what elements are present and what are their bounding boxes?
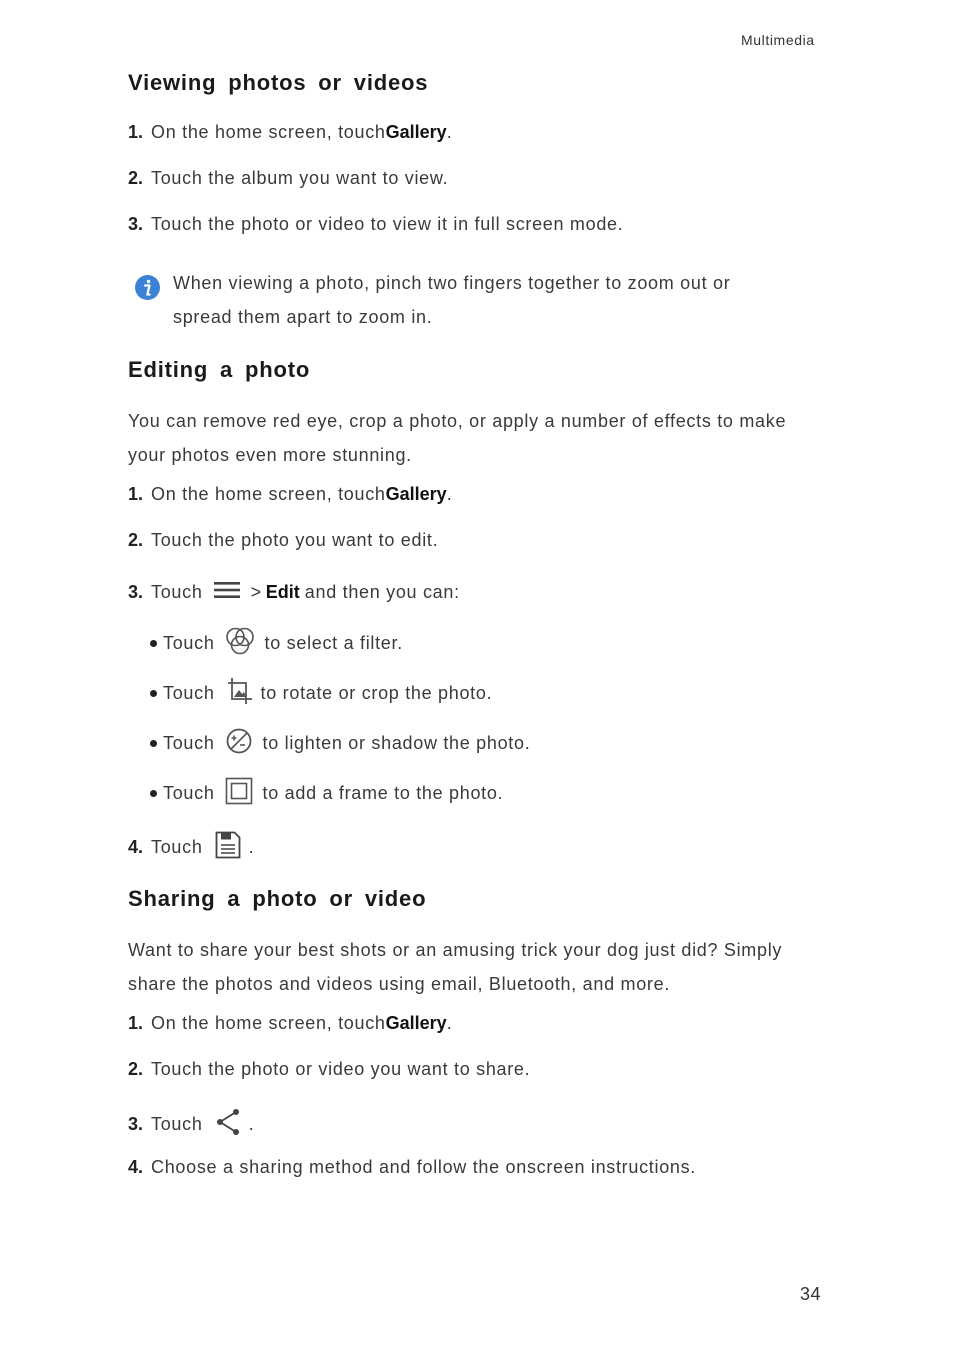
step-text-end: . — [446, 1013, 453, 1033]
step-number: 1. — [128, 122, 144, 142]
step-text-end: . — [248, 1114, 255, 1134]
editing-step-1 — [128, 484, 452, 505]
editing-intro-line-1: You can remove red eye, crop a photo, or apply a number of effects to make — [128, 411, 787, 431]
note-line-2: spread them apart to zoom in. — [173, 307, 433, 327]
separator: > — [250, 582, 262, 602]
bullet-exposure — [150, 727, 530, 760]
step-text: Touch — [151, 582, 203, 602]
bullet-dot — [150, 740, 157, 747]
editing-step-2 — [128, 530, 438, 551]
heading-sharing: Sharing a photo or video — [128, 886, 427, 911]
step-text: On the home screen, touch — [151, 1013, 386, 1033]
filter-icon — [225, 627, 255, 660]
step-text: Touch — [151, 837, 203, 857]
step-text-end: and then you can: — [304, 582, 460, 602]
step-text-end: . — [446, 484, 453, 504]
bullet-dot — [150, 690, 157, 697]
bullet-text: Touch — [163, 733, 215, 753]
step-text: Touch the album you want to view. — [151, 168, 449, 188]
sharing-intro-line-1: Want to share your best shots or an amusing trick your dog just did? Simply — [128, 940, 783, 960]
sharing-step-4 — [128, 1157, 696, 1178]
gallery-label: Gallery — [385, 484, 447, 504]
gallery-label: Gallery — [385, 122, 447, 142]
save-icon — [215, 831, 241, 864]
editing-step-3 — [128, 580, 460, 605]
share-icon — [215, 1108, 241, 1141]
sharing-step-1 — [128, 1013, 452, 1034]
note-line-1: When viewing a photo, pinch two fingers together to zoom out or — [173, 273, 731, 293]
step-text: Choose a sharing method and follow the onscreen instructions. — [151, 1157, 697, 1177]
bullet-filter — [150, 627, 403, 660]
viewing-step-2 — [128, 168, 448, 189]
info-icon — [134, 274, 161, 306]
editing-step-4 — [128, 831, 254, 864]
crop-icon — [227, 677, 253, 710]
step-text: On the home screen, touch — [151, 484, 386, 504]
exposure-icon — [225, 727, 253, 760]
step-number: 3. — [128, 582, 144, 602]
step-text: On the home screen, touch — [151, 122, 386, 142]
editing-intro-line-2: your photos even more stunning. — [128, 445, 412, 465]
viewing-step-3 — [128, 214, 623, 235]
running-header: Multimedia — [741, 32, 815, 48]
heading-editing: Editing a photo — [128, 357, 311, 382]
bullet-text: Touch — [163, 783, 215, 803]
step-number: 4. — [128, 1157, 144, 1177]
step-text-end: . — [446, 122, 453, 142]
viewing-step-1 — [128, 122, 452, 143]
step-text: Touch — [151, 1114, 203, 1134]
edit-label: Edit — [265, 582, 300, 602]
page-number: 34 — [800, 1284, 822, 1304]
bullet-frame — [150, 777, 503, 810]
step-number: 2. — [128, 530, 144, 550]
bullet-text: Touch — [163, 633, 215, 653]
step-text: Touch the photo or video you want to share. — [151, 1059, 531, 1079]
bullet-text-end: to select a filter. — [264, 633, 403, 653]
menu-icon — [213, 580, 241, 605]
step-number: 1. — [128, 1013, 144, 1033]
step-text-end: . — [248, 837, 255, 857]
step-number: 2. — [128, 168, 144, 188]
gallery-label: Gallery — [385, 1013, 447, 1033]
step-text: Touch the photo you want to edit. — [151, 530, 439, 550]
sharing-step-3 — [128, 1108, 254, 1141]
sharing-step-2 — [128, 1059, 530, 1080]
step-text: Touch the photo or video to view it in full screen mode. — [151, 214, 624, 234]
bullet-text-end: to rotate or crop the photo. — [260, 683, 493, 703]
step-number: 3. — [128, 1114, 144, 1134]
step-number: 4. — [128, 837, 144, 857]
bullet-text-end: to lighten or shadow the photo. — [262, 733, 531, 753]
bullet-dot — [150, 640, 157, 647]
bullet-text: Touch — [163, 683, 215, 703]
frame-icon — [225, 777, 253, 810]
step-number: 2. — [128, 1059, 144, 1079]
sharing-intro-line-2: share the photos and videos using email, Bluetooth, and more. — [128, 974, 671, 994]
bullet-text-end: to add a frame to the photo. — [262, 783, 504, 803]
step-number: 1. — [128, 484, 144, 504]
step-number: 3. — [128, 214, 144, 234]
bullet-dot — [150, 790, 157, 797]
bullet-crop — [150, 677, 492, 710]
heading-viewing: Viewing photos or videos — [128, 70, 429, 95]
